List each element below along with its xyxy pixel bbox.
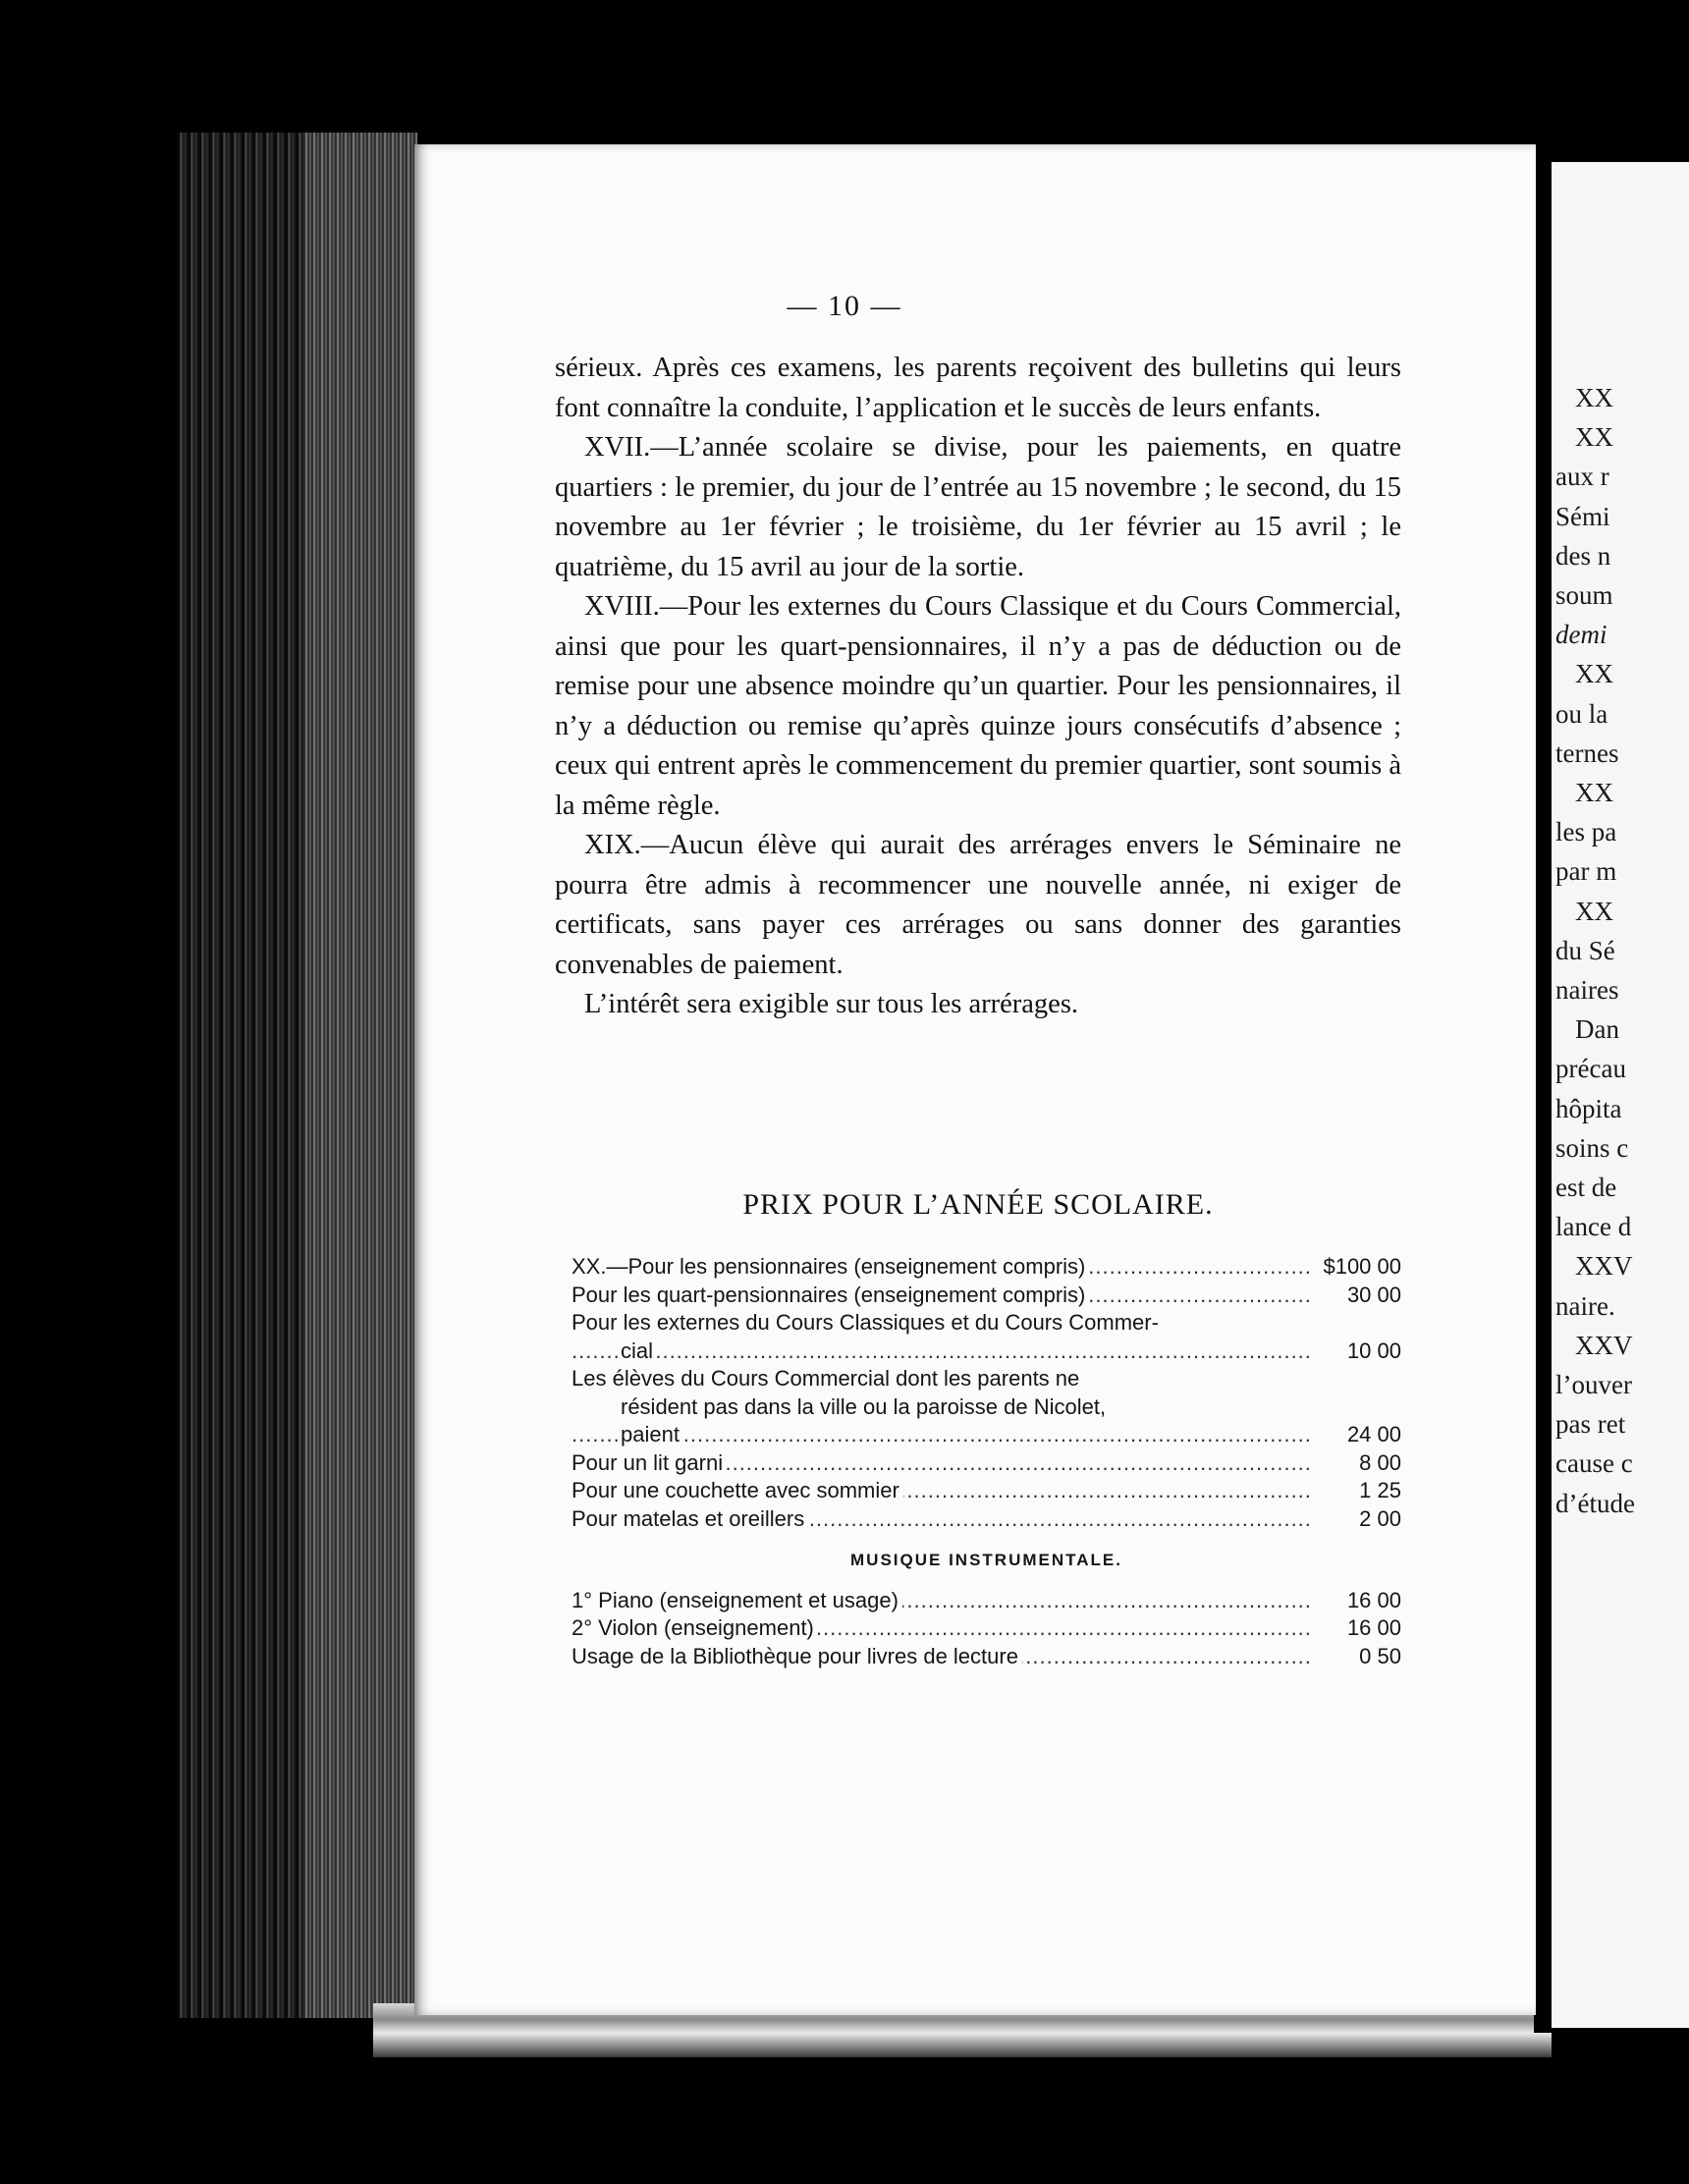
price-amount: 2 00 bbox=[1359, 1505, 1401, 1531]
facing-page-line: les pa bbox=[1555, 817, 1617, 847]
price-label: 2° Violon (enseignement) bbox=[572, 1615, 818, 1640]
price-label: Pour matelas et oreillers bbox=[572, 1506, 808, 1531]
price-amount: 16 00 bbox=[1346, 1587, 1401, 1612]
price-amount: 10 00 bbox=[1346, 1338, 1401, 1363]
facing-page-line: ternes bbox=[1555, 737, 1619, 768]
facing-page-line: Sémi bbox=[1555, 501, 1610, 531]
price-amount: 0 50 bbox=[1359, 1643, 1401, 1668]
price-row bbox=[572, 1449, 1401, 1478]
facing-page-line: XXV bbox=[1575, 1251, 1633, 1282]
facing-page-line: des n bbox=[1555, 540, 1611, 571]
price-label-line: cial bbox=[621, 1338, 657, 1363]
facing-page-line: XX bbox=[1575, 896, 1613, 926]
price-row-eleves-commercial bbox=[572, 1365, 1401, 1449]
price-amount: 16 00 bbox=[1346, 1615, 1401, 1640]
facing-page-line: d’étude bbox=[1555, 1488, 1635, 1518]
music-heading: MUSIQUE INSTRUMENTALE. bbox=[850, 1551, 1122, 1569]
facing-page-line: par m bbox=[1555, 856, 1617, 887]
price-row-externes bbox=[572, 1309, 1401, 1365]
price-row bbox=[572, 1477, 1401, 1505]
price-row bbox=[572, 1253, 1401, 1282]
facing-page-line: ou la bbox=[1555, 698, 1608, 729]
facing-page-line: demi bbox=[1555, 620, 1607, 650]
facing-page-line: XX bbox=[1575, 659, 1613, 689]
facing-page-line: aux r bbox=[1555, 462, 1609, 492]
price-label-line: Les élèves du Cours Commercial dont les parents ne bbox=[572, 1366, 1080, 1391]
facing-page-line: pas ret bbox=[1555, 1409, 1626, 1440]
facing-page-line: hôpita bbox=[1555, 1093, 1622, 1123]
facing-page-line: XX bbox=[1575, 422, 1613, 453]
facing-page-line: l’ouver bbox=[1555, 1370, 1632, 1399]
facing-page-line: soins c bbox=[1555, 1132, 1629, 1163]
price-label: Usage de la Bibliothèque pour livres de lecture bbox=[572, 1644, 1022, 1668]
price-row bbox=[572, 1643, 1401, 1671]
book-page-edges bbox=[177, 133, 417, 2018]
price-label: Pour les quart-pensionnaires (enseignement compris) bbox=[572, 1283, 1089, 1307]
paragraph-continuation: sérieux. Après ces examens, les parents reçoivent des bulletins qui leurs font connaître la conduite, l’application et le succès de leurs enfants. bbox=[555, 353, 1401, 423]
price-label: XX.—Pour les pensionnaires (enseignement compris) bbox=[572, 1254, 1089, 1279]
facing-page-line: naire. bbox=[1555, 1290, 1615, 1321]
facing-page-line: lance d bbox=[1555, 1212, 1632, 1242]
paragraph-interest: L’intérêt sera exigible sur tous les arrérages. bbox=[584, 989, 1079, 1019]
price-row bbox=[572, 1282, 1401, 1310]
page-number: — 10 — bbox=[787, 290, 902, 322]
price-amount: 8 00 bbox=[1359, 1449, 1401, 1475]
price-amount: $100 00 bbox=[1323, 1254, 1401, 1279]
facing-page bbox=[1550, 162, 1689, 2028]
facing-page-line: du Sé bbox=[1555, 935, 1615, 965]
facing-page-line: soum bbox=[1555, 580, 1613, 610]
price-amount: 24 00 bbox=[1346, 1422, 1401, 1447]
book-gutter bbox=[1534, 147, 1552, 2033]
facing-page-line: cause c bbox=[1555, 1448, 1633, 1479]
facing-page-line: XXV bbox=[1575, 1330, 1633, 1360]
facing-page-line: XX bbox=[1575, 778, 1613, 807]
price-table bbox=[572, 1253, 1401, 1670]
price-label: Pour un lit garni bbox=[572, 1450, 727, 1475]
facing-page-line: précau bbox=[1555, 1054, 1626, 1084]
price-row bbox=[572, 1505, 1401, 1534]
price-label-line: résident pas dans la ville ou la paroisse de Nicolet, bbox=[621, 1393, 1107, 1419]
facing-page-line: naires bbox=[1555, 975, 1619, 1005]
price-row bbox=[572, 1587, 1401, 1615]
facing-page-line: XX bbox=[1575, 383, 1613, 412]
paragraph-article-xviii: XVIII.—Pour les externes du Cours Classique et du Cours Commercial, ainsi que pour les quart-pensionnaires, il n’y a pas de déduction ou de remise pour une absence moindre qu’un quartier. Pour les pensionnaires, il n’y a déduction ou remise qu’après quinze jours consécutifs d’absence ; ceux qui entrent après le commencement du premier quartier, sont soumis à la même règle. bbox=[555, 591, 1401, 821]
body-text bbox=[555, 349, 1401, 1025]
price-label-line: paient bbox=[621, 1422, 683, 1447]
paragraph-article-xix: XIX.—Aucun élève qui aurait des arrérages envers le Séminaire ne pourra être admis à recommencer une nouvelle année, ni exiger de certificats, sans payer ces arrérages ou sans donner des garanties convenables de paiement. bbox=[555, 830, 1401, 980]
price-label: 1° Piano (enseignement et usage) bbox=[572, 1588, 902, 1612]
price-amount: 1 25 bbox=[1359, 1478, 1401, 1502]
section-title: PRIX POUR L’ANNÉE SCOLAIRE. bbox=[742, 1188, 1214, 1221]
facing-page-line: est de bbox=[1555, 1173, 1617, 1202]
price-amount: 30 00 bbox=[1346, 1282, 1401, 1307]
paragraph-article-xvii: XVII.—L’année scolaire se divise, pour les paiements, en quatre quartiers : le premier, du jour de l’entrée au 15 novembre ; le second, du 15 novembre au 1er février ; le troisième, du 1er février au 15 avril ; le quatrième, du 15 avril au jour de la sortie. bbox=[555, 432, 1401, 582]
price-label: Pour une couchette avec sommier bbox=[572, 1478, 903, 1502]
price-label-line: Pour les externes du Cours Classiques et du Cours Commer- bbox=[572, 1310, 1159, 1335]
facing-page-line: Dan bbox=[1575, 1014, 1619, 1045]
price-row bbox=[572, 1614, 1401, 1643]
